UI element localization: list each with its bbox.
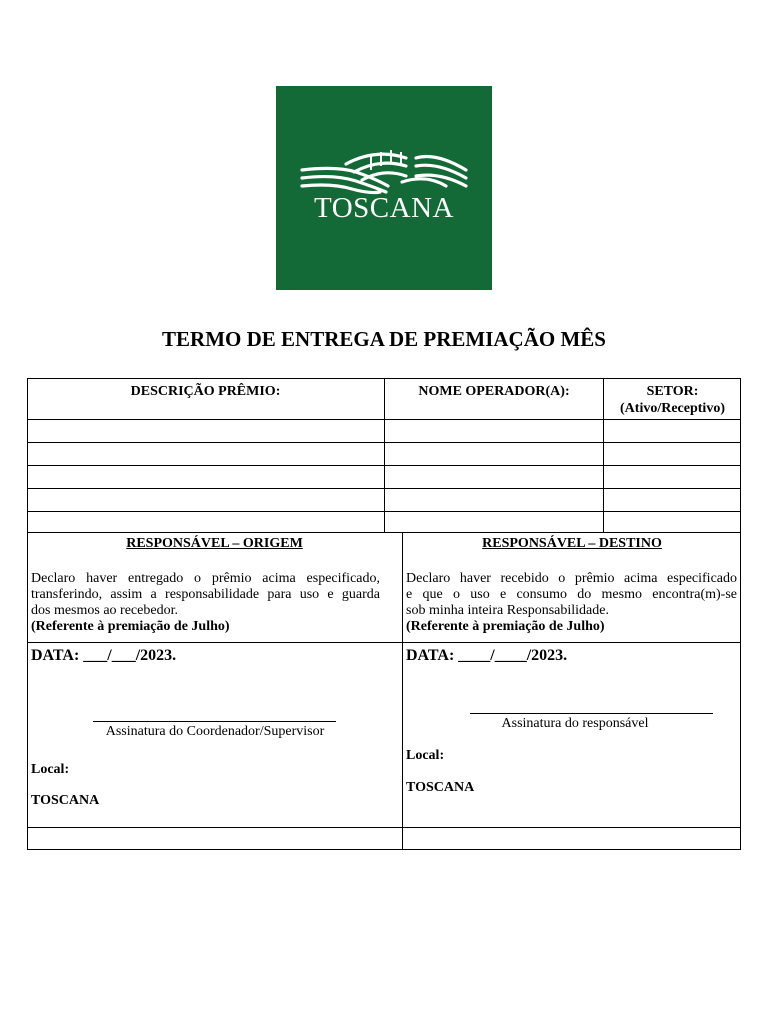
toscana-logo	[276, 86, 492, 290]
row-divider	[27, 511, 741, 512]
row-divider	[27, 642, 741, 643]
origem-title: RESPONSÁVEL – ORIGEM	[126, 536, 303, 551]
destino-signature-line	[470, 713, 713, 714]
header-descricao-premio: DESCRIÇÃO PRÊMIO:	[130, 384, 281, 399]
page-title: TERMO DE ENTREGA DE PREMIAÇÃO MÊS	[162, 327, 606, 351]
row-divider	[27, 419, 741, 420]
column-divider	[402, 532, 403, 850]
origem-signature-line	[93, 721, 336, 722]
row-divider	[27, 827, 741, 828]
destino-date: DATA: ____/____/2023.	[406, 647, 568, 664]
origem-reference: (Referente à premiação de Julho)	[31, 619, 230, 634]
destino-reference: (Referente à premiação de Julho)	[406, 619, 605, 634]
origem-date: DATA: ___/___/2023.	[31, 647, 177, 664]
row-divider	[27, 442, 741, 443]
origem-local-label: Local:	[31, 762, 70, 777]
destino-title: RESPONSÁVEL – DESTINO	[482, 536, 662, 551]
destino-declaration	[406, 571, 737, 635]
destino-line: e que o uso e consumo do mesmo encontra(m)-se	[406, 587, 737, 602]
row-divider	[27, 465, 741, 466]
origem-line: dos mesmos ao recebedor.	[31, 603, 178, 618]
destino-line: sob minha inteira Responsabilidade.	[406, 603, 609, 618]
destino-local-label: Local:	[406, 748, 445, 763]
header-setor-sub: (Ativo/Receptivo)	[620, 401, 725, 416]
column-divider	[384, 378, 385, 533]
logo-wordmark: TOSCANA	[314, 192, 454, 224]
header-nome-operador: NOME OPERADOR(A):	[418, 384, 570, 399]
origem-declaration	[31, 571, 380, 635]
header-setor	[604, 383, 741, 417]
destino-local-value: TOSCANA	[406, 780, 475, 795]
header-setor-label: SETOR:	[646, 384, 699, 399]
destino-signature-label: Assinatura do responsável	[501, 716, 649, 731]
row-divider	[27, 488, 741, 489]
origem-line: transferindo, assim a responsabilidade para uso e guarda	[31, 587, 380, 602]
origem-line: Declaro haver entregado o prêmio acima especificado,	[31, 571, 380, 586]
rolling-hills-icon	[276, 86, 492, 290]
origem-signature-label: Assinatura do Coordenador/Supervisor	[105, 724, 325, 739]
destino-line: Declaro haver recebido o prêmio acima especificado	[406, 571, 737, 586]
origem-local-value: TOSCANA	[31, 793, 100, 808]
